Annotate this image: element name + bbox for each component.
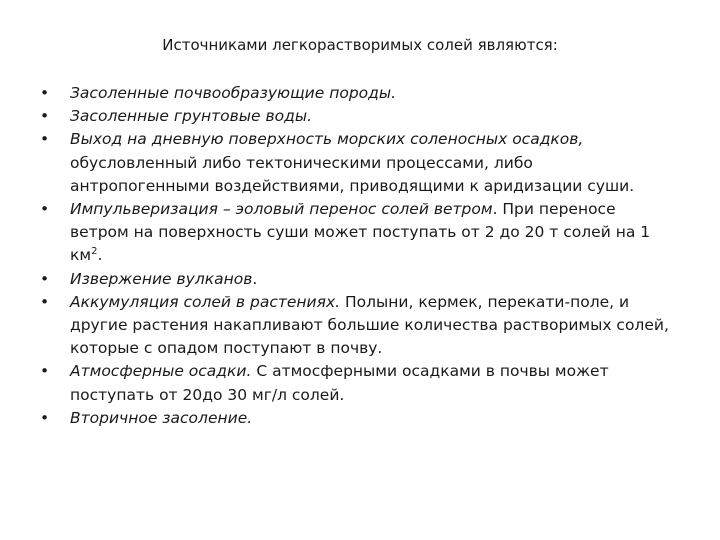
slide-title: Источниками легкорастворимых солей являются: xyxy=(162,36,558,54)
list-item xyxy=(40,291,672,361)
list-item xyxy=(40,82,672,105)
list-item xyxy=(40,105,672,128)
list-item xyxy=(40,360,672,406)
bullet-icon: • xyxy=(40,362,50,381)
item-text: Полыни, кермек, перекати-поле, и другие растения накапливают большие количества растворимых солей, которые с опадом поступают в почву. xyxy=(70,292,669,358)
list-item xyxy=(40,128,672,198)
bullet-icon: • xyxy=(40,200,50,219)
item-italic-text: Засоленные почвообразующие породы. xyxy=(70,84,397,102)
item-italic-text: Извержение вулканов xyxy=(70,269,253,288)
item-text: обусловленный либо тектоническими процессами, либо антропогенными воздействиями, приводящими к аридизации суши. xyxy=(70,153,635,195)
bullet-icon: • xyxy=(40,292,50,311)
sources-list xyxy=(40,82,672,430)
bullet-icon: • xyxy=(40,408,50,427)
item-italic-text: Засоленные грунтовые воды. xyxy=(70,107,312,126)
list-item xyxy=(40,198,672,268)
item-superscript: 2 xyxy=(91,246,98,258)
item-italic-text: Вторичное засоление. xyxy=(70,408,253,427)
bullet-icon: • xyxy=(40,269,50,288)
bullet-icon: • xyxy=(40,107,50,126)
item-italic-text: Выход на дневную поверхность морских соленосных осадков, xyxy=(70,130,584,149)
list-item xyxy=(40,407,672,430)
item-text: С атмосферными осадками в почвы может поступать от 20до 30 мг/л солей. xyxy=(70,362,609,404)
item-text: . xyxy=(252,269,258,288)
item-italic-text: Импульверизация – эоловый перенос солей ветром xyxy=(70,200,493,219)
item-italic-text: Атмосферные осадки. xyxy=(70,362,252,381)
item-italic-text: Аккумуляция солей в растениях. xyxy=(70,292,341,311)
bullet-icon: • xyxy=(40,84,50,102)
item-text: . При переносе ветром на поверхность суши может поступать от 2 до 20 т солей на 1 км xyxy=(70,200,651,265)
bullet-icon: • xyxy=(40,130,50,149)
item-tail-text: . xyxy=(97,246,103,265)
list-item xyxy=(40,268,672,291)
